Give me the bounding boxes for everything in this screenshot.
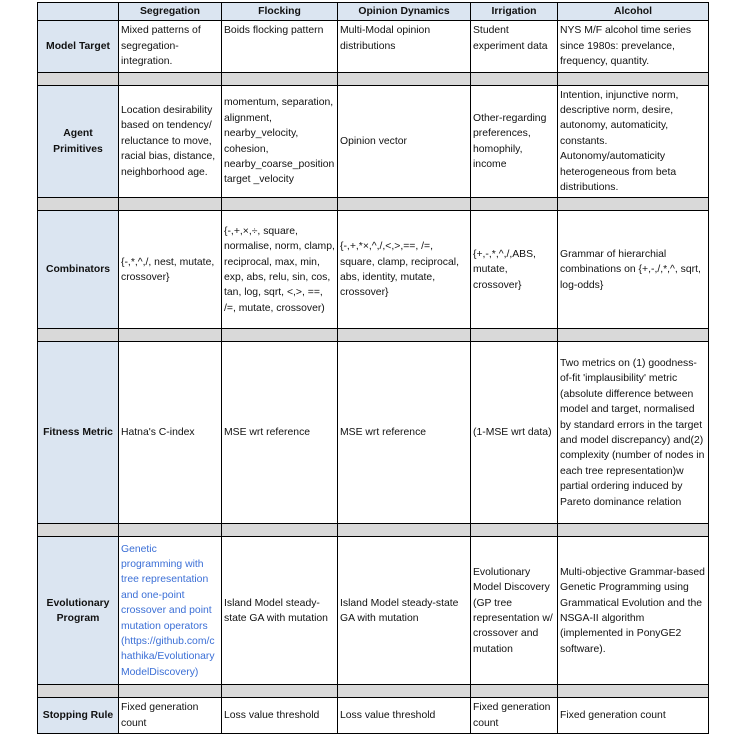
cell-evolutionary-flocking: Island Model steady-state GA with mutation (222, 537, 338, 685)
row-header-agent-primitives: Agent Primitives (38, 85, 119, 198)
cell-agent-primitives-irrigation: Other-regarding preferences, homophily, income (471, 85, 558, 198)
table-row-agent-primitives (38, 85, 709, 198)
cell-fitness-segregation: Hatna's C-index (119, 342, 222, 524)
cell-evolutionary-opinion: Island Model steady-state GA with mutation (338, 537, 471, 685)
cell-evolutionary-irrigation: Evolutionary Model Discovery (GP tree representation w/ crossover and mutation (471, 537, 558, 685)
header-row (38, 3, 709, 21)
row-header-stopping-rule: Stopping Rule (38, 698, 119, 734)
row-header-combinators: Combinators (38, 211, 119, 329)
cell-evolutionary-alcohol: Multi-objective Grammar-based Genetic Programming using Grammatical Evolution and the NSGA-II algorithm (implemented in PonyGE2 software). (558, 537, 709, 685)
cell-combinators-opinion: {-,+,*×,^,/,<,>,==, /=, square, clamp, reciprocal, abs, identity, mutate, crossover} (338, 211, 471, 329)
cell-fitness-flocking: MSE wrt reference (222, 342, 338, 524)
corner-header-cell (38, 3, 119, 21)
table-row-model-target (38, 21, 709, 72)
cell-agent-primitives-opinion: Opinion vector (338, 85, 471, 198)
spacer-row (38, 72, 709, 85)
cell-combinators-irrigation: {+,-,*,^,/,ABS, mutate, crossover} (471, 211, 558, 329)
spacer-row (38, 524, 709, 537)
cell-agent-primitives-flocking: momentum, separation, alignment, nearby_velocity, cohesion, nearby_coarse_position target _velocity (222, 85, 338, 198)
spacer-row (38, 329, 709, 342)
cell-combinators-flocking: {-,+,×,÷, square, normalise, norm, clamp, reciprocal, max, min, exp, abs, relu, sin, cos, tan, log, sqrt, <,>, ==, /=, mutate, crossover) (222, 211, 338, 329)
cell-model-target-alcohol: NYS M/F alcohol time series since 1980s: prevelance, frequency, quantity. (558, 21, 709, 72)
table-row-combinators (38, 211, 709, 329)
cell-agent-primitives-segregation: Location desirability based on tendency/ reluctance to move, racial bias, distance, neighborhood age. (119, 85, 222, 198)
column-header-opinion-dynamics: Opinion Dynamics (338, 3, 471, 21)
cell-agent-primitives-alcohol: Intention, injunctive norm, descriptive norm, desire, autonomy, automaticity, constants. Autonomy/automaticity heterogeneous from beta distributions. (558, 85, 709, 198)
column-header-flocking: Flocking (222, 3, 338, 21)
spacer-row (38, 685, 709, 698)
cell-fitness-alcohol: Two metrics on (1) goodness-of-fit 'implausibility' metric (absolute difference between model and target, normalised by standard errors in the target and model discrepancy) and(2) complexity (number of nodes in each tree representation)w partial ordering induced by Pareto dominance relation (558, 342, 709, 524)
spacer-row (38, 198, 709, 211)
row-header-evolutionary-program: Evolutionary Program (38, 537, 119, 685)
cell-combinators-segregation: {-,*,^,/, nest, mutate, crossover} (119, 211, 222, 329)
comparison-table-wrapper (37, 2, 708, 734)
cell-stopping-irrigation: Fixed generation count (471, 698, 558, 734)
table-row-fitness-metric (38, 342, 709, 524)
cell-fitness-opinion: MSE wrt reference (338, 342, 471, 524)
cell-model-target-flocking: Boids flocking pattern (222, 21, 338, 72)
table-row-evolutionary-program (38, 537, 709, 685)
cell-stopping-segregation: Fixed generation count (119, 698, 222, 734)
column-header-irrigation: Irrigation (471, 3, 558, 21)
cell-model-target-opinion: Multi-Modal opinion distributions (338, 21, 471, 72)
row-header-fitness-metric: Fitness Metric (38, 342, 119, 524)
cell-evolutionary-segregation-link[interactable]: Genetic programming with tree representation and one-point crossover and point mutation operators (https://github.com/chathika/EvolutionaryModelDiscovery) (119, 537, 222, 685)
cell-stopping-alcohol: Fixed generation count (558, 698, 709, 734)
column-header-segregation: Segregation (119, 3, 222, 21)
cell-fitness-irrigation: (1-MSE wrt data) (471, 342, 558, 524)
cell-stopping-flocking: Loss value threshold (222, 698, 338, 734)
cell-model-target-irrigation: Student experiment data (471, 21, 558, 72)
cell-model-target-segregation: Mixed patterns of segregation-integration. (119, 21, 222, 72)
cell-combinators-alcohol: Grammar of hierarchial combinations on {+,-,/,*,^, sqrt, log-odds} (558, 211, 709, 329)
cell-stopping-opinion: Loss value threshold (338, 698, 471, 734)
row-header-model-target: Model Target (38, 21, 119, 72)
table-row-stopping-rule (38, 698, 709, 734)
comparison-table (37, 2, 709, 734)
column-header-alcohol: Alcohol (558, 3, 709, 21)
